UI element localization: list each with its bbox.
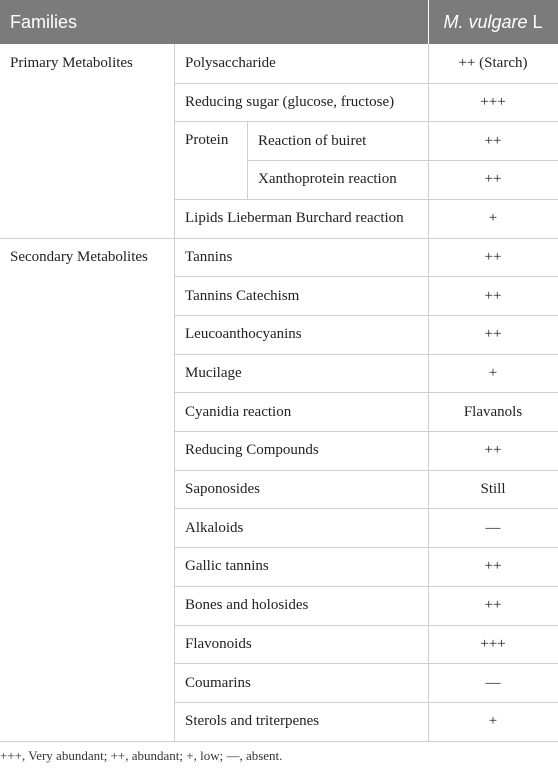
- row-test: Polysaccharide: [185, 55, 276, 72]
- row-test: Bones and holosides: [185, 597, 309, 614]
- column-divider: [428, 238, 429, 741]
- column-divider: [174, 44, 175, 238]
- row-result: ++ (Starch): [458, 55, 528, 72]
- row-test: Mucilage: [185, 364, 242, 381]
- row-result: +: [488, 364, 498, 381]
- subrow-test: Reaction of buiret: [258, 132, 367, 149]
- table-header: [0, 0, 558, 45]
- row-test: Reducing Compounds: [185, 442, 319, 459]
- row-divider: [174, 276, 558, 277]
- row-test: Tannins: [185, 248, 233, 265]
- row-result: ++: [484, 326, 502, 343]
- row-test: Alkaloids: [185, 519, 244, 536]
- row-test: Cyanidia reaction: [185, 403, 292, 420]
- row-divider: [247, 160, 558, 161]
- column-divider: [428, 44, 429, 238]
- row-test: Tannins Catechism: [185, 287, 300, 304]
- row-divider: [174, 663, 558, 664]
- row-divider: [174, 586, 558, 587]
- row-divider: [174, 508, 558, 509]
- row-result: ++: [484, 248, 502, 265]
- row-result: +: [488, 210, 498, 227]
- row-test: Coumarins: [185, 674, 251, 691]
- column-divider: [247, 121, 248, 198]
- row-divider: [174, 354, 558, 355]
- header-families: Families: [10, 12, 78, 32]
- row-result: +: [488, 713, 498, 730]
- header-species: [428, 0, 558, 44]
- row-test: Gallic tannins: [185, 558, 269, 575]
- row-result: ++: [484, 287, 502, 304]
- row-divider: [0, 741, 558, 742]
- row-divider: [0, 238, 558, 239]
- row-divider: [174, 392, 558, 393]
- row-result: —: [485, 674, 501, 691]
- group-label: Primary Metabolites: [10, 55, 133, 71]
- group-label: Secondary Metabolites: [10, 248, 148, 265]
- row-divider: [174, 431, 558, 432]
- row-test: Leucoanthocyanins: [185, 326, 302, 343]
- row-result: Flavanols: [463, 403, 523, 420]
- row-result: —: [485, 519, 501, 536]
- row-result: Still: [480, 481, 506, 498]
- row-result: +++: [480, 635, 506, 652]
- row-test: Lipids Lieberman Burchard reaction: [185, 210, 404, 227]
- row-divider: [174, 625, 558, 626]
- row-divider: [174, 121, 558, 122]
- row-divider: [174, 199, 558, 200]
- row-divider: [174, 547, 558, 548]
- row-test: Saponosides: [185, 481, 260, 498]
- species-authority: L: [527, 12, 543, 32]
- row-divider: [174, 83, 558, 84]
- row-result: ++: [484, 597, 502, 614]
- species-name: M. vulgare: [443, 12, 528, 32]
- row-test: Sterols and triterpenes: [185, 713, 320, 730]
- row-result: +++: [480, 94, 506, 111]
- row-result: ++: [484, 171, 502, 188]
- row-divider: [174, 315, 558, 316]
- table-footnote: +++, Very abundant; ++, abundant; +, low; —, absent.: [0, 748, 283, 763]
- row-result: ++: [484, 442, 502, 459]
- row-test: Flavonoids: [185, 635, 252, 652]
- row-result: ++: [484, 558, 502, 575]
- row-divider: [174, 702, 558, 703]
- subrow-test: Xanthoprotein reaction: [258, 171, 397, 188]
- row-test: Protein: [185, 132, 229, 149]
- column-divider: [174, 238, 175, 741]
- row-divider: [174, 470, 558, 471]
- row-test: Reducing sugar (glucose, fructose): [185, 94, 395, 111]
- row-result: ++: [484, 132, 502, 149]
